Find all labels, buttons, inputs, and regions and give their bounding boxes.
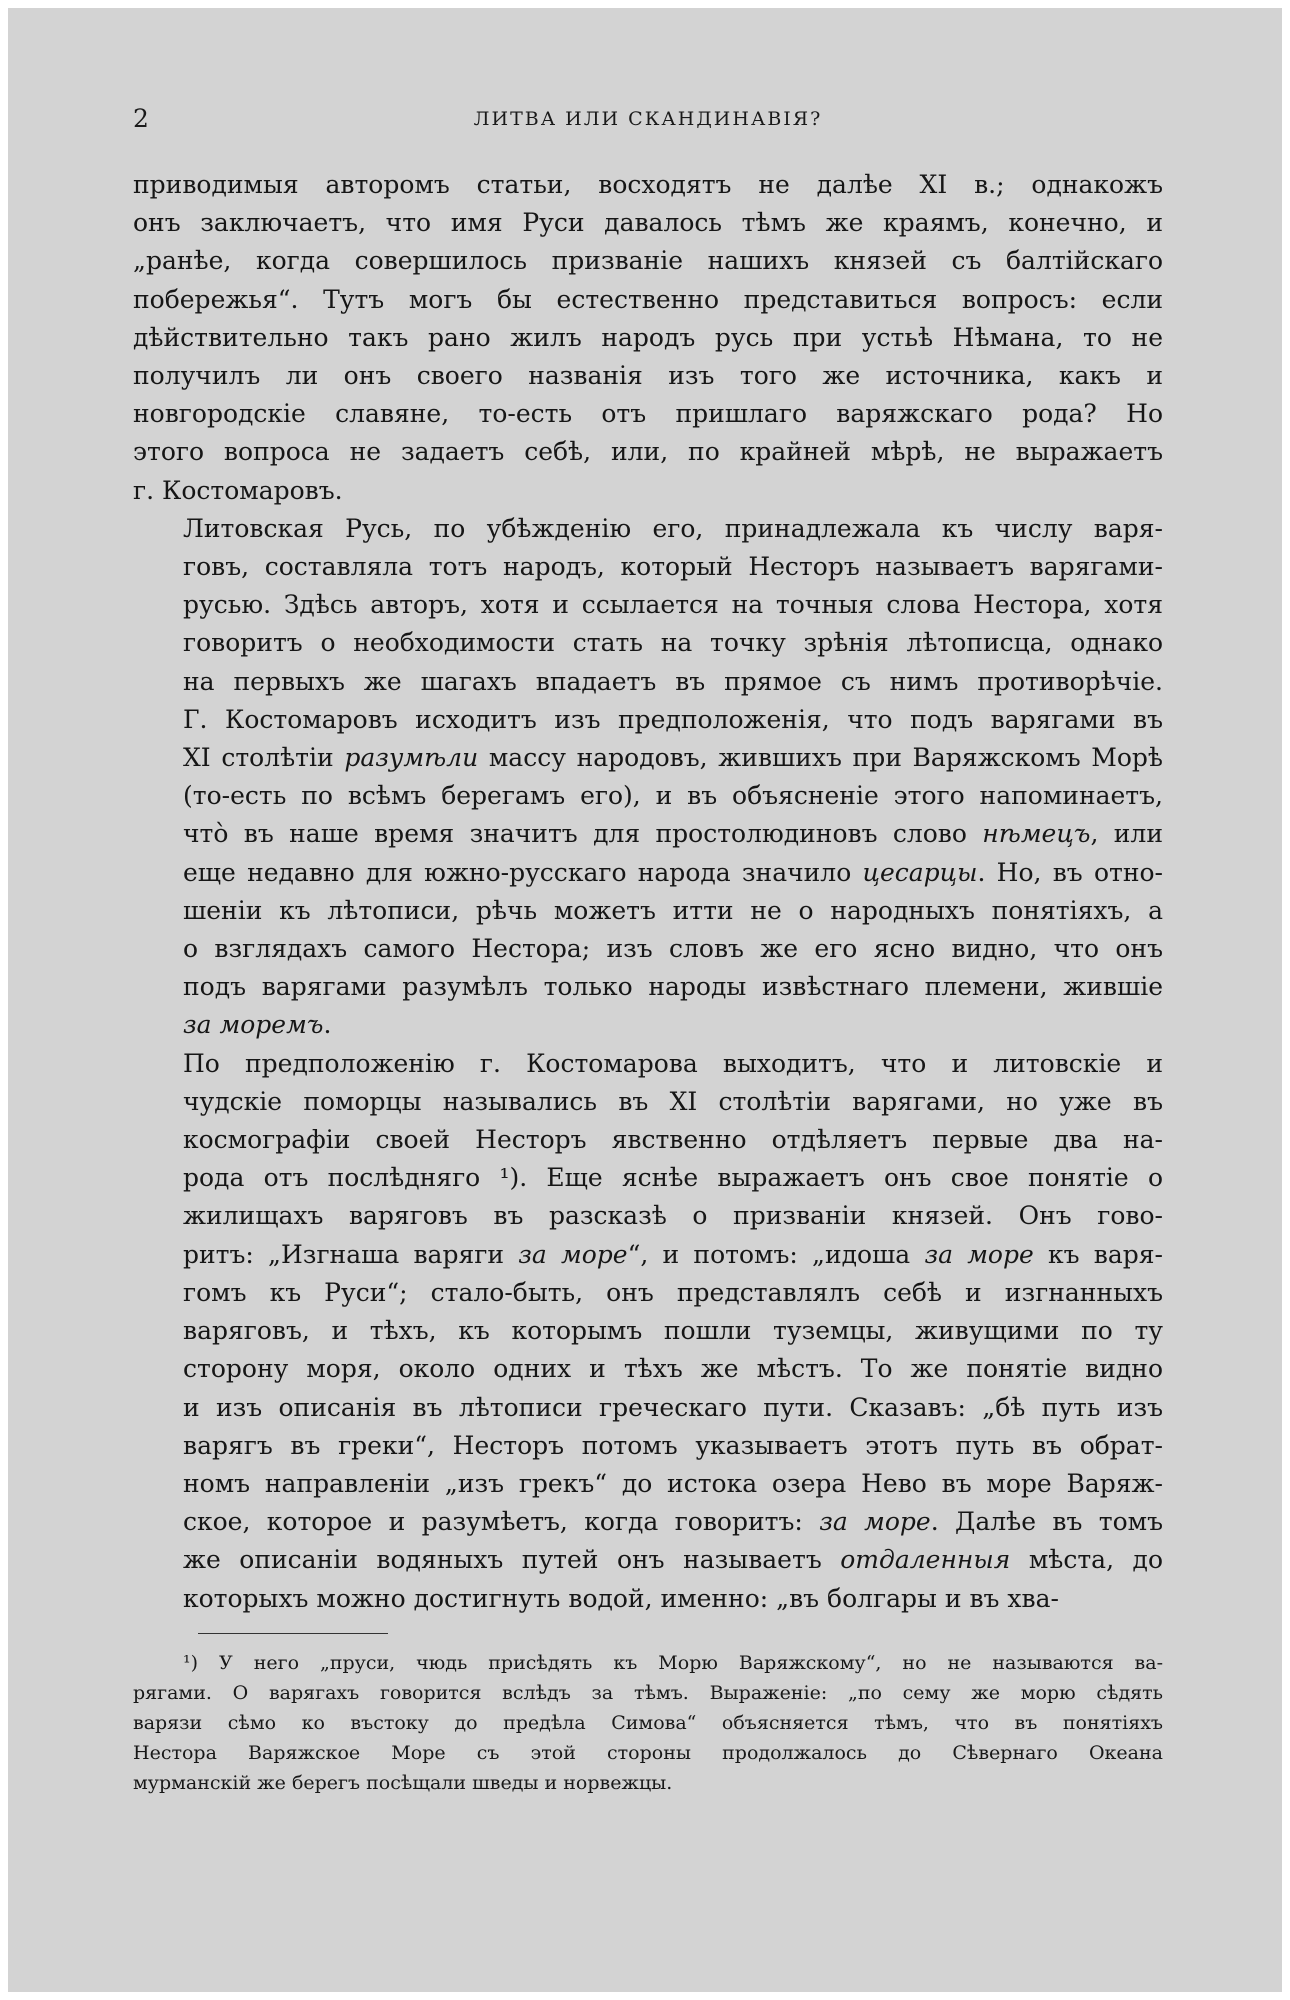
text-line: шеніи къ лѣтописи, рѣчь можетъ итти не о народныхъ понятіяхъ, а	[183, 895, 1163, 925]
text-line: еще недавно для южно-русскаго народа значило цесарцы. Но, въ отно-	[183, 857, 1163, 887]
text-line: за моремъ.	[183, 1010, 332, 1040]
text-line: онъ заключаетъ, что имя Руси давалось тѣмъ же краямъ, конечно, и	[133, 208, 1163, 238]
footnote-line: Нестора Варяжское Море съ этой стороны продолжалось до Сѣвернаго Океана	[133, 1742, 1163, 1764]
text-line: получилъ ли онъ своего названія изъ того же источника, какъ и	[133, 361, 1163, 391]
text-line: ритъ: „Изгнаша варяги за море“, и потомъ: „идоша за море къ варя-	[183, 1239, 1163, 1269]
text-line: говоритъ о необходимости стать на точку зрѣнія лѣтописца, однако	[183, 628, 1163, 658]
text-line: чудскіе поморцы назывались въ XI столѣтіи варягами, но уже въ	[183, 1086, 1163, 1116]
text-line: и изъ описанія въ лѣтописи греческаго пути. Сказавъ: „бѣ путь изъ	[183, 1392, 1163, 1422]
scanned-page	[8, 8, 1282, 1992]
text-line: новгородскіе славяне, то-есть отъ пришлаго варяжскаго рода? Но	[133, 399, 1163, 429]
text-line: гомъ къ Руси“; стало-быть, онъ представлялъ себѣ и изгнанныхъ	[183, 1277, 1163, 1307]
text-line: которыхъ можно достигнуть водой, именно: „въ болгары и въ хва-	[183, 1583, 1059, 1613]
text-line: XI столѣтіи разумѣли массу народовъ, жившихъ при Варяжскомъ Морѣ	[183, 743, 1163, 773]
footnote-line: ¹) У него „пруси, чюдь присѣдять къ Морю Варяжскому“, но не называются ва-	[183, 1652, 1163, 1674]
text-line: этого вопроса не задаетъ себѣ, или, по крайней мѣрѣ, не выражаетъ	[133, 437, 1163, 467]
italic-term: разумѣли	[344, 743, 479, 773]
text-line: По предположенію г. Костомарова выходитъ, что и литовскіе и	[183, 1048, 1163, 1078]
text-line: русью. Здѣсь авторъ, хотя и ссылается на точныя слова Нестора, хотя	[183, 590, 1163, 620]
text-line: (то-есть по всѣмъ берегамъ его), и въ объясненіе этого напоминаетъ,	[183, 781, 1163, 811]
text-line: приводимыя авторомъ статьи, восходятъ не далѣе XI в.; однакожъ	[133, 170, 1163, 199]
text-line: на первыхъ же шагахъ впадаетъ въ прямое съ нимъ противорѣчіе.	[183, 666, 1163, 696]
text-line: „ранѣе, когда совершилось призваніе нашихъ князей съ балтійскаго	[133, 246, 1163, 276]
italic-term: за море	[924, 1239, 1034, 1269]
italic-term: отдаленныя	[840, 1545, 1011, 1575]
italic-term: за море	[518, 1239, 628, 1269]
text-line: что̀ въ наше время значитъ для простолюдиновъ слово нѣмецъ, или	[183, 819, 1163, 849]
paragraph-2	[133, 510, 1163, 1045]
page-header	[133, 104, 1163, 144]
text-line: жилищахъ варяговъ въ разсказѣ о призваніи князей. Онъ гово-	[183, 1201, 1163, 1231]
italic-term: за моремъ	[183, 1010, 324, 1040]
text-line: космографіи своей Несторъ явственно отдѣляетъ первые два на-	[183, 1125, 1163, 1155]
text-line: о взглядахъ самого Нестора; изъ словъ же его ясно видно, что онъ	[183, 934, 1163, 964]
text-line: Г. Костомаровъ исходитъ изъ предположенія, что подъ варягами въ	[183, 704, 1163, 734]
footnote-line: варязи сѣмо ко въстоку до предѣла Симова“ объясняется тѣмъ, что въ понятіяхъ	[133, 1712, 1163, 1734]
footnote-line: рягами. О варягахъ говорится вслѣдъ за тѣмъ. Выраженіе: „по сему же морю сѣдять	[133, 1682, 1163, 1704]
running-title: ЛИТВА ИЛИ СКАНДИНАВІЯ?	[473, 108, 823, 130]
text-line: номъ направленіи „изъ грекъ“ до истока озера Нево въ море Варяж-	[183, 1468, 1163, 1498]
text-line: варяговъ, и тѣхъ, къ которымъ пошли туземцы, живущими по ту	[183, 1316, 1163, 1346]
paragraph-3	[133, 1045, 1163, 1618]
text-line: же описаніи водяныхъ путей онъ называетъ отдаленныя мѣста, до	[183, 1545, 1163, 1575]
italic-term: цесарцы	[862, 857, 978, 887]
body-text	[133, 166, 1163, 1618]
text-line: побережья“. Тутъ могъ бы естественно представиться вопросъ: если	[133, 284, 1163, 314]
italic-term: нѣмецъ	[982, 819, 1091, 849]
text-line: г. Костомаровъ.	[133, 475, 343, 505]
footnote-divider	[198, 1633, 388, 1634]
text-line: ское, которое и разумѣетъ, когда говоритъ: за море. Далѣе въ томъ	[183, 1507, 1163, 1537]
text-line: варягъ въ греки“, Несторъ потомъ указываетъ этотъ путь въ обрат-	[183, 1430, 1163, 1460]
footnote	[133, 1648, 1163, 1798]
text-line: Литовская Русь, по убѣжденію его, принадлежала къ числу варя-	[183, 513, 1163, 543]
text-line: говъ, составляла тотъ народъ, который Несторъ называетъ варягами-	[183, 552, 1163, 582]
italic-term: за море	[819, 1507, 931, 1537]
page-number: 2	[133, 104, 149, 133]
footnote-line: мурманскій же берегъ посѣщали шведы и норвежцы.	[133, 1772, 673, 1794]
text-line: рода отъ послѣдняго ¹). Еще яснѣе выражаетъ онъ свое понятіе о	[183, 1163, 1163, 1193]
paragraph-1	[133, 166, 1163, 510]
text-line: дѣйствительно такъ рано жилъ народъ русь при устьѣ Нѣмана, то не	[133, 322, 1163, 352]
text-line: подъ варягами разумѣлъ только народы извѣстнаго племени, жившіе	[183, 972, 1163, 1002]
text-line: сторону моря, около одних и тѣхъ же мѣстъ. То же понятіе видно	[183, 1354, 1163, 1384]
